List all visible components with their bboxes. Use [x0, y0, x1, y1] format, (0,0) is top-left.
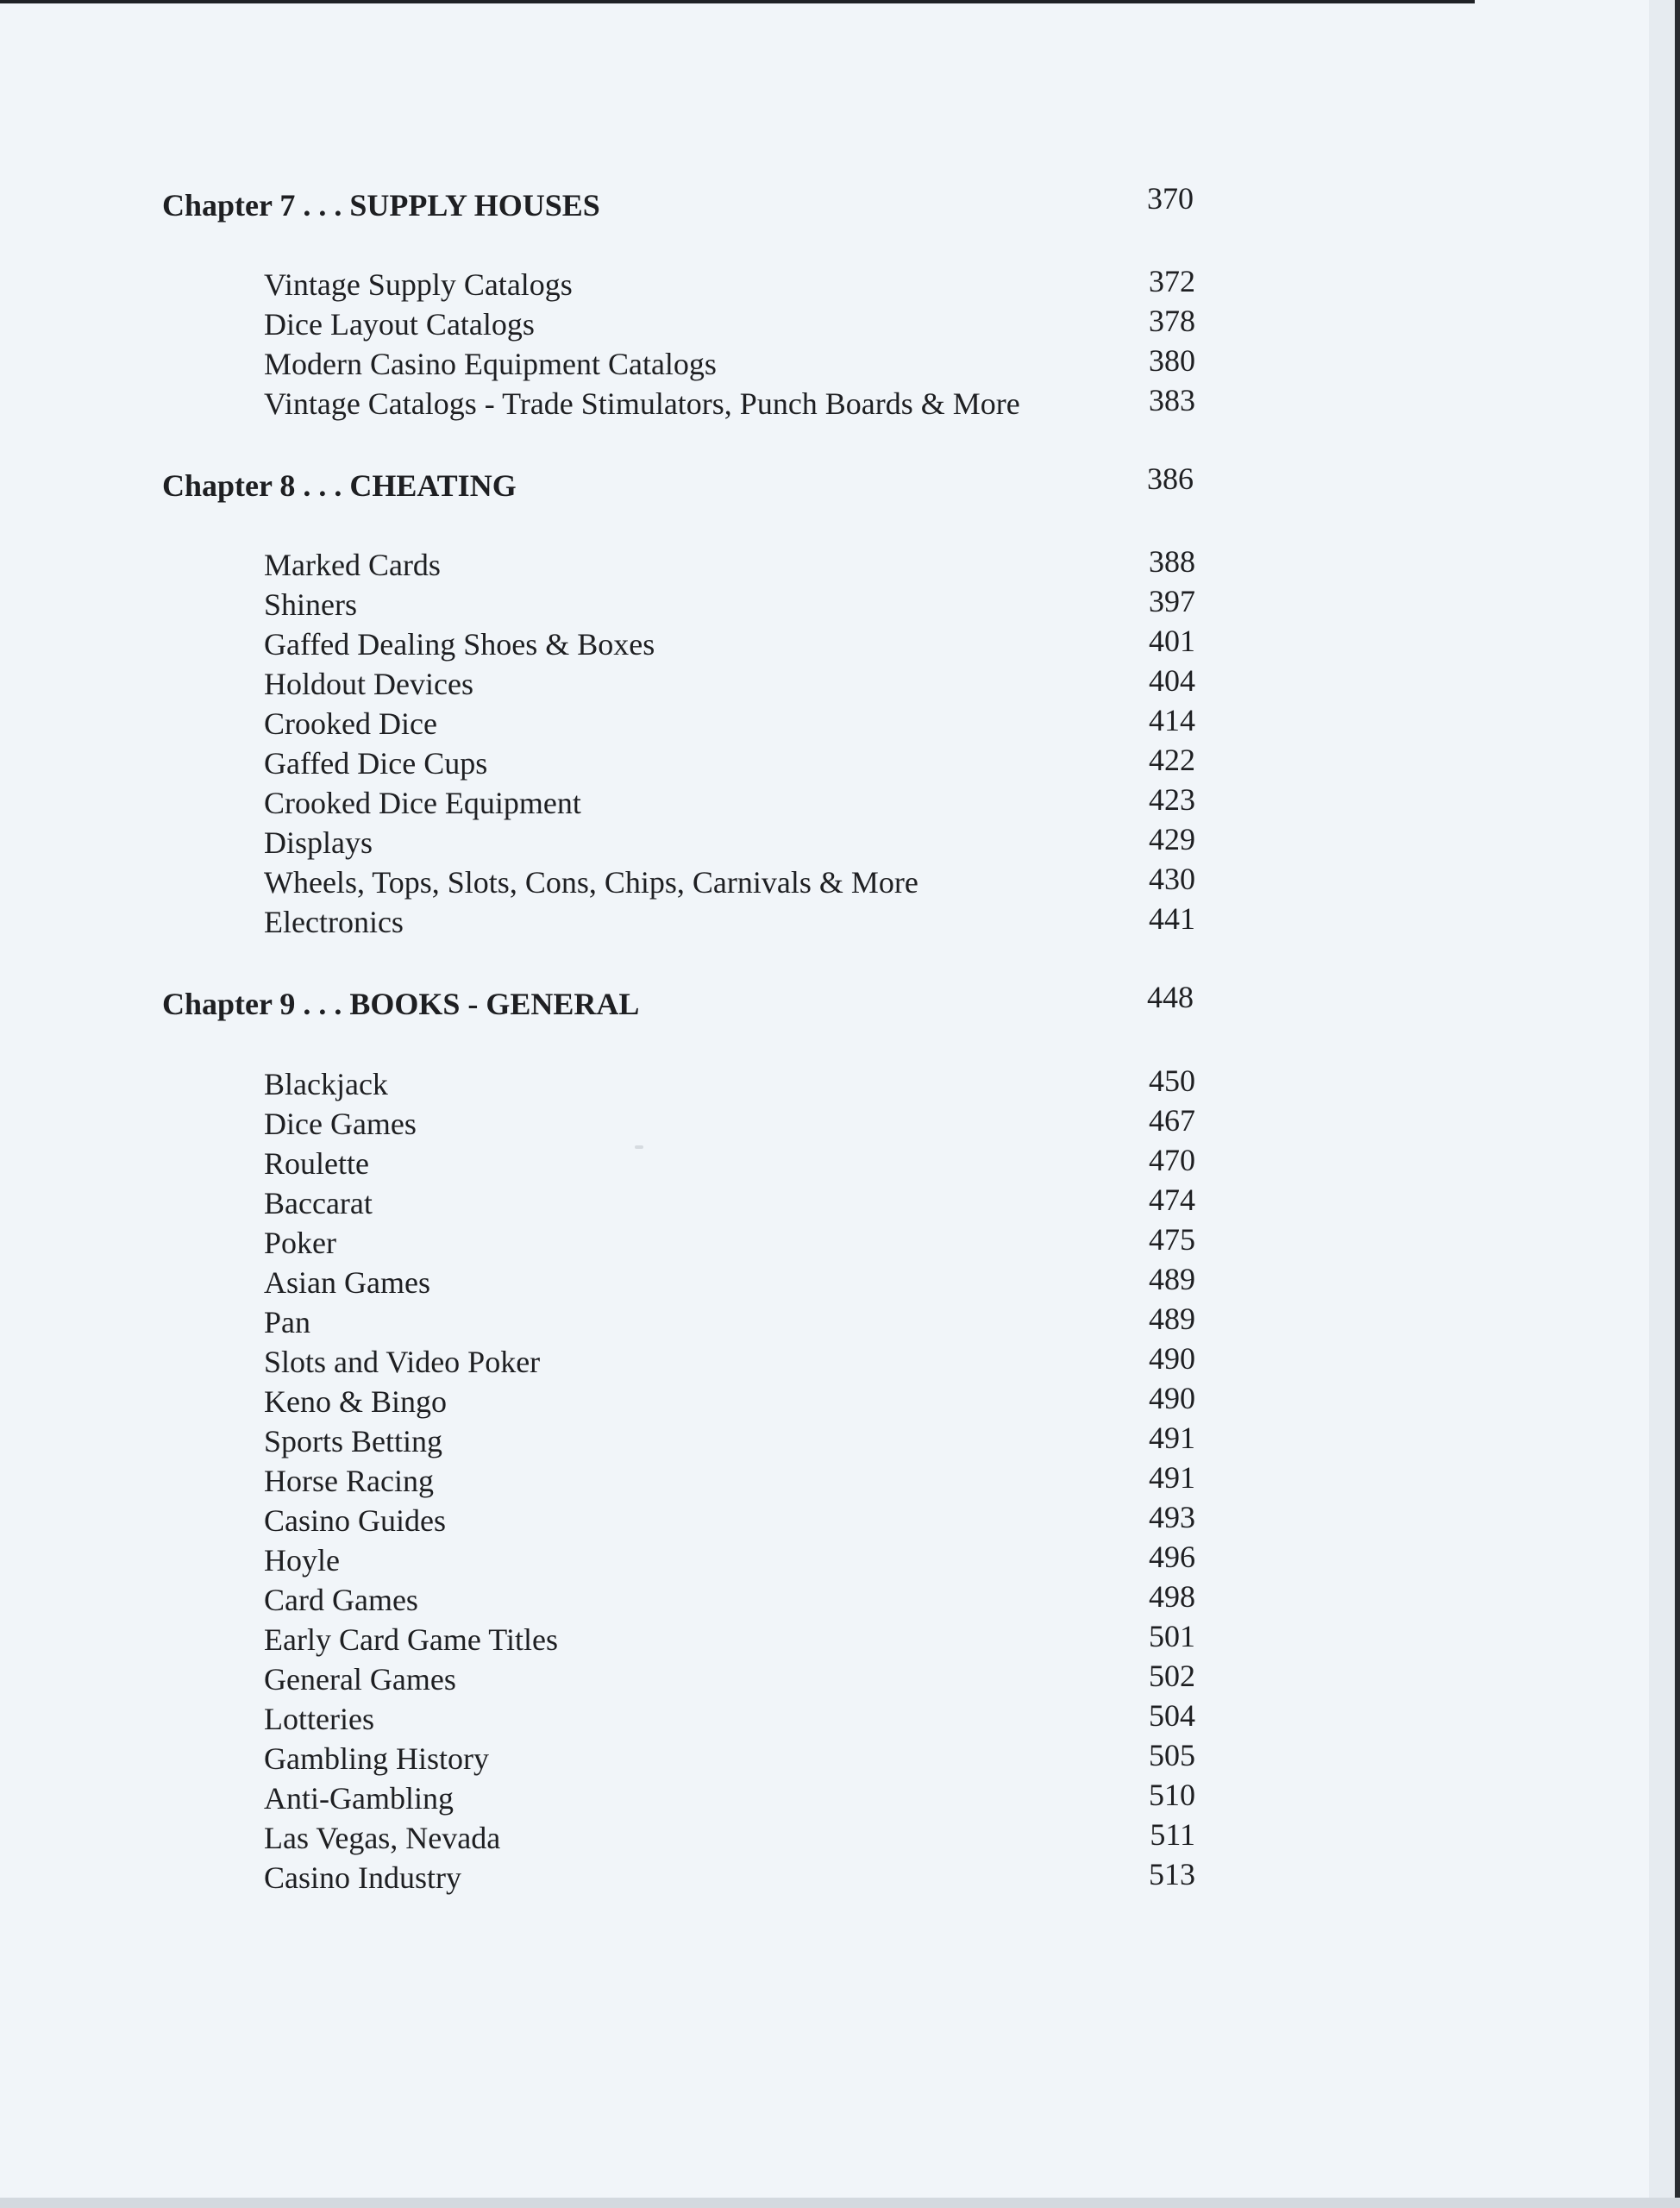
entry-page-number: 475	[1149, 1222, 1195, 1257]
toc-entry	[264, 1382, 1195, 1421]
scan-right-edge	[1649, 0, 1680, 2208]
chapter-heading	[162, 980, 1194, 1028]
toc-entry	[264, 743, 1195, 783]
entry-title: Gambling History	[264, 1741, 489, 1776]
toc-entry	[264, 265, 1195, 304]
entry-title: Modern Casino Equipment Catalogs	[264, 347, 717, 381]
entry-title: General Games	[264, 1662, 456, 1697]
entry-title: Keno & Bingo	[264, 1384, 447, 1419]
toc-entry	[264, 1342, 1195, 1382]
entry-page-number: 470	[1149, 1143, 1195, 1177]
entry-page-number: 490	[1149, 1341, 1195, 1376]
entry-page-number: 401	[1149, 624, 1195, 658]
entry-title: Casino Industry	[264, 1860, 461, 1895]
entry-title: Sports Betting	[264, 1424, 443, 1458]
entry-title: Dice Layout Catalogs	[264, 307, 535, 342]
entry-page-number: 498	[1149, 1579, 1195, 1614]
entry-page-number: 372	[1149, 264, 1195, 298]
entry-page-number: 414	[1149, 703, 1195, 737]
entry-page-number: 513	[1149, 1857, 1195, 1891]
entry-title: Vintage Catalogs - Trade Stimulators, Punch Boards & More	[264, 386, 1020, 421]
entry-title: Las Vegas, Nevada	[264, 1821, 501, 1855]
entry-title: Crooked Dice Equipment	[264, 786, 581, 820]
chapter-title: Chapter 8 . . . CHEATING	[162, 468, 517, 503]
toc-entry	[264, 1421, 1195, 1461]
toc-entry	[264, 344, 1195, 384]
entry-page-number: 422	[1149, 743, 1195, 777]
entry-title: Card Games	[264, 1583, 418, 1617]
toc-entry	[264, 624, 1195, 664]
toc-entry	[264, 1580, 1195, 1620]
scan-right-border	[1675, 0, 1680, 2208]
entry-title: Gaffed Dealing Shoes & Boxes	[264, 627, 655, 662]
toc-entry	[264, 384, 1195, 423]
toc-entry	[264, 862, 1195, 902]
toc-entry	[264, 1183, 1195, 1223]
entry-page-number: 489	[1149, 1302, 1195, 1336]
entry-page-number: 489	[1149, 1262, 1195, 1296]
entry-title: Vintage Supply Catalogs	[264, 267, 573, 302]
entry-page-number: 490	[1149, 1381, 1195, 1415]
entry-page-number: 383	[1149, 383, 1195, 417]
toc-entry	[264, 664, 1195, 704]
entry-page-number: 404	[1149, 663, 1195, 698]
entry-title: Electronics	[264, 905, 404, 939]
toc-entry	[264, 1263, 1195, 1302]
entry-title: Baccarat	[264, 1186, 373, 1220]
toc-entry	[264, 1659, 1195, 1699]
entry-title: Slots and Video Poker	[264, 1345, 541, 1379]
entry-title: Roulette	[264, 1146, 369, 1181]
entry-title: Gaffed Dice Cups	[264, 746, 488, 781]
entry-title: Poker	[264, 1226, 336, 1260]
entry-title: Crooked Dice	[264, 706, 437, 741]
toc-entry	[264, 1540, 1195, 1580]
toc-entry	[264, 823, 1195, 862]
toc-entry	[264, 1778, 1195, 1818]
entry-title: Lotteries	[264, 1702, 374, 1736]
entry-title: Anti-Gambling	[264, 1781, 454, 1816]
chapter-heading	[162, 461, 1194, 510]
toc-entry	[264, 1104, 1195, 1144]
entry-page-number: 511	[1150, 1817, 1195, 1852]
toc-entry	[264, 1620, 1195, 1659]
toc-entry	[264, 1501, 1195, 1540]
toc-entry	[264, 304, 1195, 344]
entry-page-number: 388	[1149, 544, 1195, 579]
toc-entry	[264, 1223, 1195, 1263]
entry-page-number: 502	[1149, 1659, 1195, 1693]
entry-page-number: 397	[1149, 584, 1195, 618]
toc-entry	[264, 585, 1195, 624]
entry-title: Displays	[264, 825, 373, 860]
toc-entry	[264, 704, 1195, 743]
entry-page-number: 496	[1149, 1540, 1195, 1574]
chapter-heading	[162, 181, 1194, 229]
scan-bottom-edge	[0, 2198, 1680, 2208]
entry-title: Pan	[264, 1305, 310, 1339]
entry-page-number: 467	[1149, 1103, 1195, 1138]
entry-title: Casino Guides	[264, 1503, 446, 1538]
toc-entry	[264, 1302, 1195, 1342]
entry-title: Shiners	[264, 587, 357, 622]
entry-page-number: 491	[1149, 1421, 1195, 1455]
chapter-page-number: 448	[1147, 980, 1194, 1014]
toc-entry	[264, 1858, 1195, 1898]
entry-page-number: 450	[1149, 1063, 1195, 1098]
toc-entry	[264, 1461, 1195, 1501]
toc-entry	[264, 1739, 1195, 1778]
chapter-page-number: 386	[1147, 461, 1194, 496]
toc-entry	[264, 1144, 1195, 1183]
chapter-page-number: 370	[1147, 181, 1194, 216]
entry-title: Dice Games	[264, 1107, 417, 1141]
entry-title: Asian Games	[264, 1265, 430, 1300]
entry-page-number: 510	[1149, 1778, 1195, 1812]
entry-page-number: 429	[1149, 822, 1195, 856]
entry-page-number: 504	[1149, 1698, 1195, 1733]
entry-title: Blackjack	[264, 1067, 388, 1101]
entry-title: Early Card Game Titles	[264, 1622, 558, 1657]
entry-title: Horse Racing	[264, 1464, 434, 1498]
entry-page-number: 501	[1149, 1619, 1195, 1653]
toc-entry	[264, 545, 1195, 585]
toc-entry	[264, 902, 1195, 942]
toc-entry	[264, 1699, 1195, 1739]
entry-title: Hoyle	[264, 1543, 340, 1578]
entry-page-number: 505	[1149, 1738, 1195, 1772]
toc-entry	[264, 1818, 1195, 1858]
entry-title: Holdout Devices	[264, 667, 473, 701]
entry-title: Wheels, Tops, Slots, Cons, Chips, Carnivals & More	[264, 865, 918, 900]
entry-page-number: 493	[1149, 1500, 1195, 1534]
entry-page-number: 474	[1149, 1182, 1195, 1217]
entry-page-number: 441	[1149, 901, 1195, 936]
entry-page-number: 491	[1149, 1460, 1195, 1495]
chapter-title: Chapter 9 . . . BOOKS - GENERAL	[162, 987, 640, 1021]
chapter-title: Chapter 7 . . . SUPPLY HOUSES	[162, 188, 600, 223]
entry-page-number: 380	[1149, 343, 1195, 378]
entry-title: Marked Cards	[264, 548, 441, 582]
entry-page-number: 378	[1149, 304, 1195, 338]
toc-entry	[264, 783, 1195, 823]
entry-page-number: 423	[1149, 782, 1195, 817]
entry-page-number: 430	[1149, 862, 1195, 896]
toc-entry	[264, 1064, 1195, 1104]
